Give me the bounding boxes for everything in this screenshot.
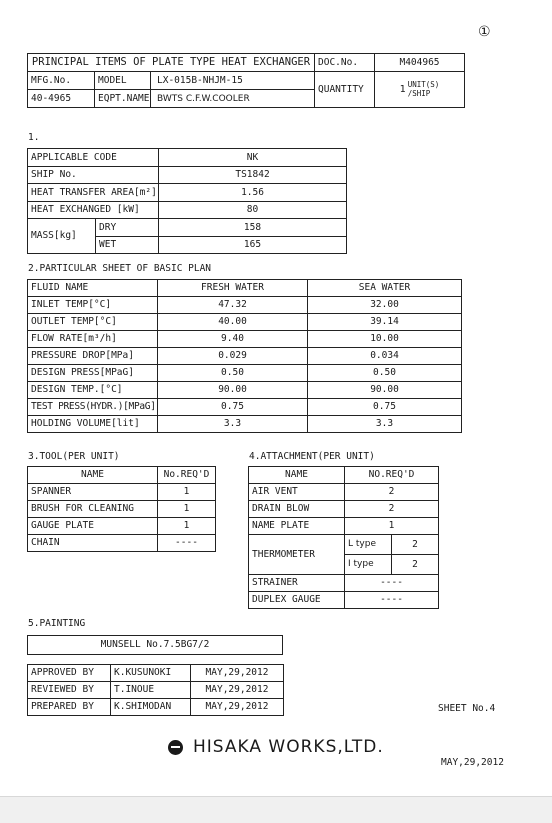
table-row xyxy=(28,665,284,682)
row-label: DESIGN TEMP.[°C] xyxy=(28,382,158,399)
table-row xyxy=(28,365,462,382)
fresh-water-header: FRESH WATER xyxy=(158,280,308,297)
section-5-heading: 5.PAINTING xyxy=(28,618,86,629)
header-table xyxy=(27,53,465,108)
table-row xyxy=(249,501,439,518)
attachment-req: 2 xyxy=(345,501,439,518)
table-row xyxy=(249,592,439,609)
approval-name: K.SHIMODAN xyxy=(111,699,191,716)
painting-table xyxy=(27,635,283,655)
sea-value: 39.14 xyxy=(308,314,462,331)
fresh-value: 9.40 xyxy=(158,331,308,348)
basic-plan-table xyxy=(27,279,462,433)
sheet-number: SHEET No.4 xyxy=(438,703,496,714)
section-3-heading: 3.TOOL(PER UNIT) xyxy=(28,451,120,462)
approval-role: REVIEWED BY xyxy=(28,682,111,699)
fluid-name-header: FLUID NAME xyxy=(28,280,158,297)
eqpt-cell xyxy=(95,90,315,108)
row-label: OUTLET TEMP[°C] xyxy=(28,314,158,331)
approval-date: MAY,29,2012 xyxy=(191,682,284,699)
attachment-name: NAME PLATE xyxy=(249,518,345,535)
model-cell xyxy=(95,72,315,90)
applicable-code: NK xyxy=(159,149,347,167)
quantity-unit-2: /SHIP xyxy=(407,88,431,98)
tool-name: SPANNER xyxy=(28,484,158,501)
applicable-code-label: APPLICABLE CODE xyxy=(28,149,159,167)
wet-mass: 165 xyxy=(159,236,347,254)
table-row xyxy=(249,535,439,555)
page-mark: ① xyxy=(478,24,491,40)
sea-value: 0.75 xyxy=(308,399,462,416)
doc-no: M404965 xyxy=(375,54,465,72)
ship-no-label: SHIP No. xyxy=(28,166,159,184)
i-type-label: I type xyxy=(345,555,392,575)
fresh-value: 0.029 xyxy=(158,348,308,365)
sea-water-header: SEA WATER xyxy=(308,280,462,297)
wet-label: WET xyxy=(96,236,159,254)
attachment-name: DUPLEX GAUGE xyxy=(249,592,345,609)
company-name-text: HISAKA WORKS,LTD. xyxy=(193,737,384,757)
sea-value: 90.00 xyxy=(308,382,462,399)
heat-exchanged: 80 xyxy=(159,201,347,219)
section-1-heading: 1. xyxy=(28,132,40,143)
table-row xyxy=(249,484,439,501)
fresh-value: 0.75 xyxy=(158,399,308,416)
table-row xyxy=(28,399,462,416)
sea-value: 3.3 xyxy=(308,416,462,433)
row-label: PRESSURE DROP[MPa] xyxy=(28,348,158,365)
table-row xyxy=(28,682,284,699)
table-row xyxy=(249,518,439,535)
heat-transfer-area-label: HEAT TRANSFER AREA[m²] xyxy=(28,184,159,202)
tool-name: GAUGE PLATE xyxy=(28,518,158,535)
doc-no-label: DOC.No. xyxy=(315,54,375,72)
attachment-name-header: NAME xyxy=(249,467,345,484)
attachment-name: AIR VENT xyxy=(249,484,345,501)
approval-table xyxy=(27,664,284,716)
ship-no: TS1842 xyxy=(159,166,347,184)
fresh-value: 90.00 xyxy=(158,382,308,399)
approval-role: APPROVED BY xyxy=(28,665,111,682)
tool-table xyxy=(27,466,216,552)
table-row xyxy=(28,314,462,331)
mfg-no: 40-4965 xyxy=(28,90,95,108)
fresh-value: 40.00 xyxy=(158,314,308,331)
model-value: LX-015B-NHJM-15 xyxy=(157,75,243,86)
tool-name-header: NAME xyxy=(28,467,158,484)
fresh-value: 3.3 xyxy=(158,416,308,433)
quantity-unit-1: UNIT(S) xyxy=(407,80,440,90)
approval-name: T.INOUE xyxy=(111,682,191,699)
heat-transfer-area: 1.56 xyxy=(159,184,347,202)
attachment-req: 2 xyxy=(345,484,439,501)
quantity-cell xyxy=(375,72,465,108)
table-row xyxy=(28,382,462,399)
table-row xyxy=(28,699,284,716)
row-label: HOLDING VOLUME[lit] xyxy=(28,416,158,433)
sea-value: 32.00 xyxy=(308,297,462,314)
sea-value: 10.00 xyxy=(308,331,462,348)
tool-name: BRUSH FOR CLEANING xyxy=(28,501,158,518)
footer-date: MAY,29,2012 xyxy=(441,757,504,768)
eqpt-value: BWTS C.F.W.COOLER xyxy=(157,94,250,104)
i-type-req: 2 xyxy=(392,555,439,575)
row-label: INLET TEMP[°C] xyxy=(28,297,158,314)
company-name xyxy=(168,737,384,757)
approval-date: MAY,29,2012 xyxy=(191,665,284,682)
tool-req: ---- xyxy=(158,535,216,552)
section-2-heading: 2.PARTICULAR SHEET OF BASIC PLAN xyxy=(28,263,212,274)
table-row xyxy=(249,575,439,592)
eqpt-label: EQPT.NAME xyxy=(95,90,151,107)
sea-value: 0.50 xyxy=(308,365,462,382)
fresh-value: 47.32 xyxy=(158,297,308,314)
row-label: FLOW RATE[m³/h] xyxy=(28,331,158,348)
table-row xyxy=(28,535,216,552)
table-row xyxy=(28,484,216,501)
tool-req: 1 xyxy=(158,518,216,535)
sea-value: 0.034 xyxy=(308,348,462,365)
tool-name: CHAIN xyxy=(28,535,158,552)
document-title: PRINCIPAL ITEMS OF PLATE TYPE HEAT EXCHANGER xyxy=(28,54,315,72)
approval-name: K.KUSUNOKI xyxy=(111,665,191,682)
table-row xyxy=(28,416,462,433)
dry-mass: 158 xyxy=(159,219,347,237)
section-1-table xyxy=(27,148,347,254)
attachment-req: ---- xyxy=(345,592,439,609)
tool-req: 1 xyxy=(158,484,216,501)
attachment-req: 1 xyxy=(345,518,439,535)
attachment-name: STRAINER xyxy=(249,575,345,592)
row-label: DESIGN PRESS[MPaG] xyxy=(28,365,158,382)
fresh-value: 0.50 xyxy=(158,365,308,382)
heat-exchanged-label: HEAT EXCHANGED [kW] xyxy=(28,201,159,219)
mass-label: MASS[kg] xyxy=(28,219,96,254)
attachment-name: DRAIN BLOW xyxy=(249,501,345,518)
table-row xyxy=(28,501,216,518)
table-row xyxy=(28,297,462,314)
model-label: MODEL xyxy=(95,72,151,89)
dry-label: DRY xyxy=(96,219,159,237)
approval-date: MAY,29,2012 xyxy=(191,699,284,716)
section-4-heading: 4.ATTACHMENT(PER UNIT) xyxy=(249,451,375,462)
table-row xyxy=(28,518,216,535)
tool-req-header: No.REQ'D xyxy=(158,467,216,484)
quantity-label: QUANTITY xyxy=(315,72,375,108)
mfg-no-label: MFG.No. xyxy=(28,72,95,90)
quantity-value: 1 xyxy=(399,83,406,95)
hisaka-logo-icon xyxy=(168,740,183,755)
table-row xyxy=(28,331,462,348)
attachment-req-header: NO.REQ'D xyxy=(345,467,439,484)
attachment-name: THERMOMETER xyxy=(249,535,345,575)
row-label: TEST PRESS(HYDR.)[MPaG] xyxy=(28,399,158,416)
tool-req: 1 xyxy=(158,501,216,518)
attachment-table xyxy=(248,466,439,609)
munsell-value: MUNSELL No.7.5BG7/2 xyxy=(28,636,283,655)
l-type-req: 2 xyxy=(392,535,439,555)
table-row xyxy=(28,348,462,365)
approval-role: PREPARED BY xyxy=(28,699,111,716)
attachment-req: ---- xyxy=(345,575,439,592)
l-type-label: L type xyxy=(345,535,392,555)
